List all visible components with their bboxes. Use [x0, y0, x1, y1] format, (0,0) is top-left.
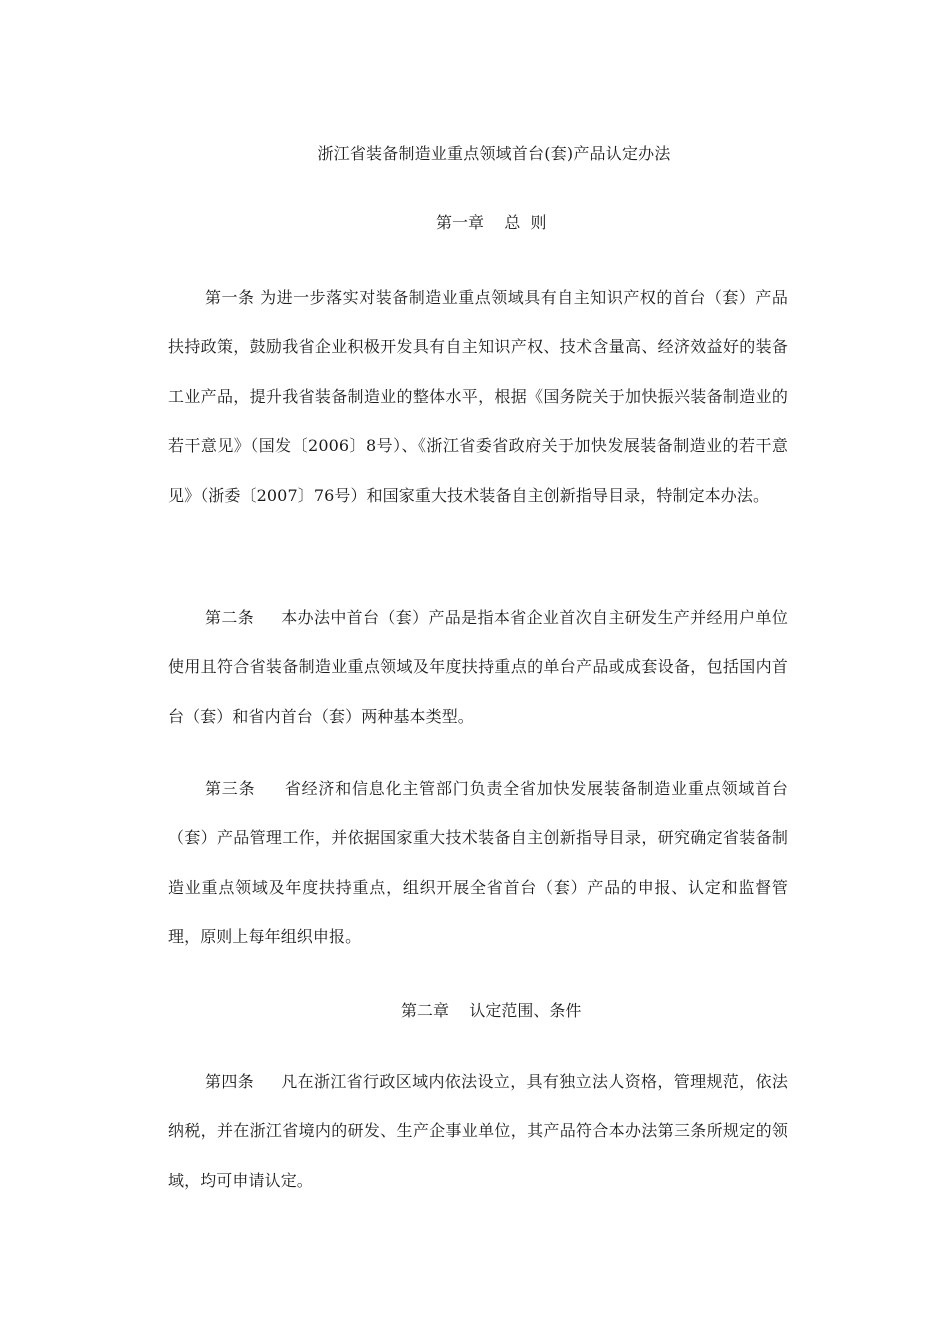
article-text: 凡在浙江省行政区域内依法设立，具有独立法人资格，管理规范，依法纳税，并在浙江省境内的研发、生产企事业单位，其产品符合本办法第三条所规定的领域，均可申请认定。: [168, 1072, 788, 1190]
article-4: [168, 1057, 788, 1205]
article-label: 第二条: [205, 608, 255, 627]
article-text: 省经济和信息化主管部门负责全省加快发展装备制造业重点领域首台（套）产品管理工作，并依据国家重大技术装备自主创新指导目录，研究确定省装备制造业重点领域及年度扶持重点，组织开展全省首台（套）产品的申报、认定和监督管理，原则上每年组织申报。: [168, 779, 788, 947]
article-2: [168, 593, 788, 741]
document-title: 浙江省装备制造业重点领域首台(套)产品认定办法: [317, 144, 671, 163]
article-label: 第四条: [205, 1072, 255, 1091]
chapter-1-heading: 第一章 总 则: [436, 213, 547, 232]
article-label: 第一条: [205, 288, 255, 307]
article-separator: [254, 1072, 281, 1091]
article-separator: [255, 779, 284, 798]
article-1: [168, 273, 788, 520]
article-text: 为进一步落实对装备制造业重点领域具有自主知识产权的首台（套）产品扶持政策，鼓励我省企业积极开发具有自主知识产权、技术含量高、经济效益好的装备工业产品，提升我省装备制造业的整体水平，根据《国务院关于加快振兴装备制造业的若干意见》（国发〔2006〕8号）、《浙江省委省政府关于加快发展装备制造业的若干意见》（浙委〔2007〕76号）和国家重大技术装备自主创新指导目录，特制定本办法。: [168, 288, 789, 505]
article-3: [168, 764, 788, 962]
article-label: 第三条: [205, 779, 256, 798]
article-separator: [254, 608, 281, 627]
chapter-2-heading: 第二章 认定范围、条件: [401, 1001, 582, 1020]
article-text: 本办法中首台（套）产品是指本省企业首次自主研发生产并经用户单位使用且符合省装备制造业重点领域及年度扶持重点的单台产品或成套设备，包括国内首台（套）和省内首台（套）两种基本类型。: [168, 608, 788, 726]
